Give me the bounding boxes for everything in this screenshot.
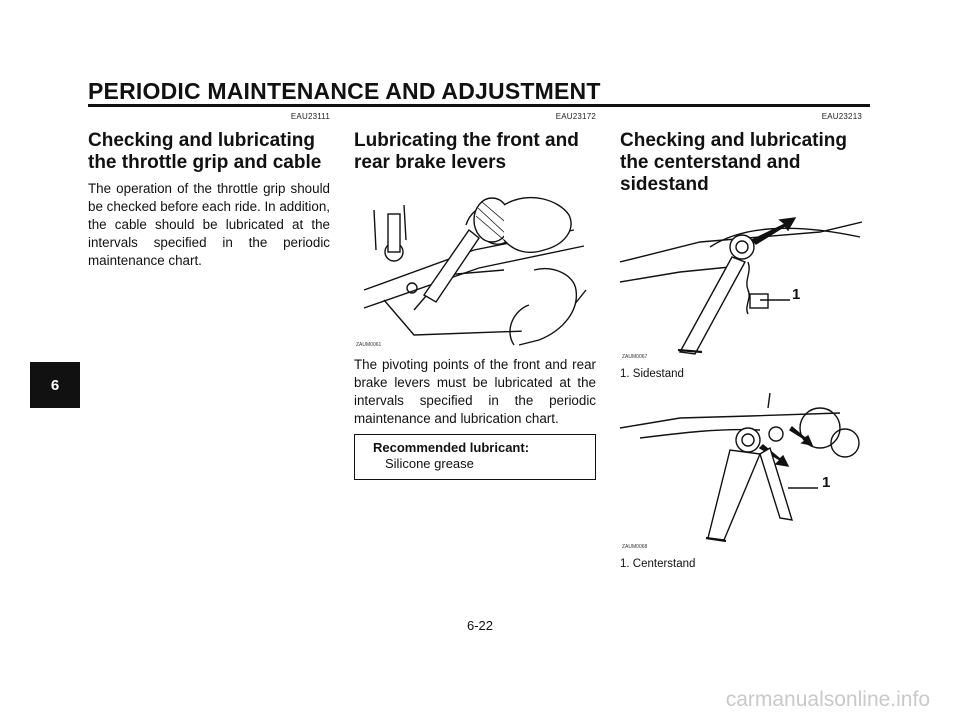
lubricant-value: Silicone grease <box>385 456 474 471</box>
figure-caption: 1. Centerstand <box>620 558 696 570</box>
section-throttle <box>88 112 330 270</box>
section-code: EAU23172 <box>555 112 596 121</box>
section-body: The pivoting points of the front and rear brake levers must be lubricated at the intervals specified in the periodic maintenance and lubrication chart. <box>354 357 596 426</box>
centerstand-illustration <box>620 388 862 552</box>
section-brake-levers <box>354 112 596 480</box>
lubricant-box <box>354 434 596 480</box>
watermark: carmanualsonline.info <box>725 688 930 711</box>
section-code: EAU23111 <box>290 112 330 121</box>
figure-code: ZAUM0067 <box>622 354 648 360</box>
figure-code: ZAUM0068 <box>622 544 648 550</box>
section-code: EAU23213 <box>821 112 862 121</box>
figure-code: ZAUM0061 <box>356 342 382 348</box>
section-title: Lubricating the front and rear brake levers <box>354 130 579 173</box>
section-title: Checking and lubricating the centerstand and sidestand <box>620 130 847 195</box>
section-title: Checking and lubricating the throttle grip and cable <box>88 130 322 173</box>
section-body: The operation of the throttle grip should be checked before each ride. In addition, the cable should be lubricated at the intervals specified in the periodic maintenance chart. <box>88 181 330 268</box>
sidestand-illustration <box>620 202 862 362</box>
header-rule <box>88 104 870 107</box>
lubricant-label: Recommended lubricant: <box>373 440 530 455</box>
figure-caption: 1. Sidestand <box>620 368 684 380</box>
callout-number: 1 <box>822 474 831 491</box>
callout-number: 1 <box>792 286 801 303</box>
brake-lever-illustration <box>354 180 596 350</box>
section-stands <box>620 112 862 570</box>
page-title: PERIODIC MAINTENANCE AND ADJUSTMENT <box>88 78 601 104</box>
page-number: 6-22 <box>466 618 494 633</box>
chapter-tab[interactable]: 6 <box>30 362 80 408</box>
